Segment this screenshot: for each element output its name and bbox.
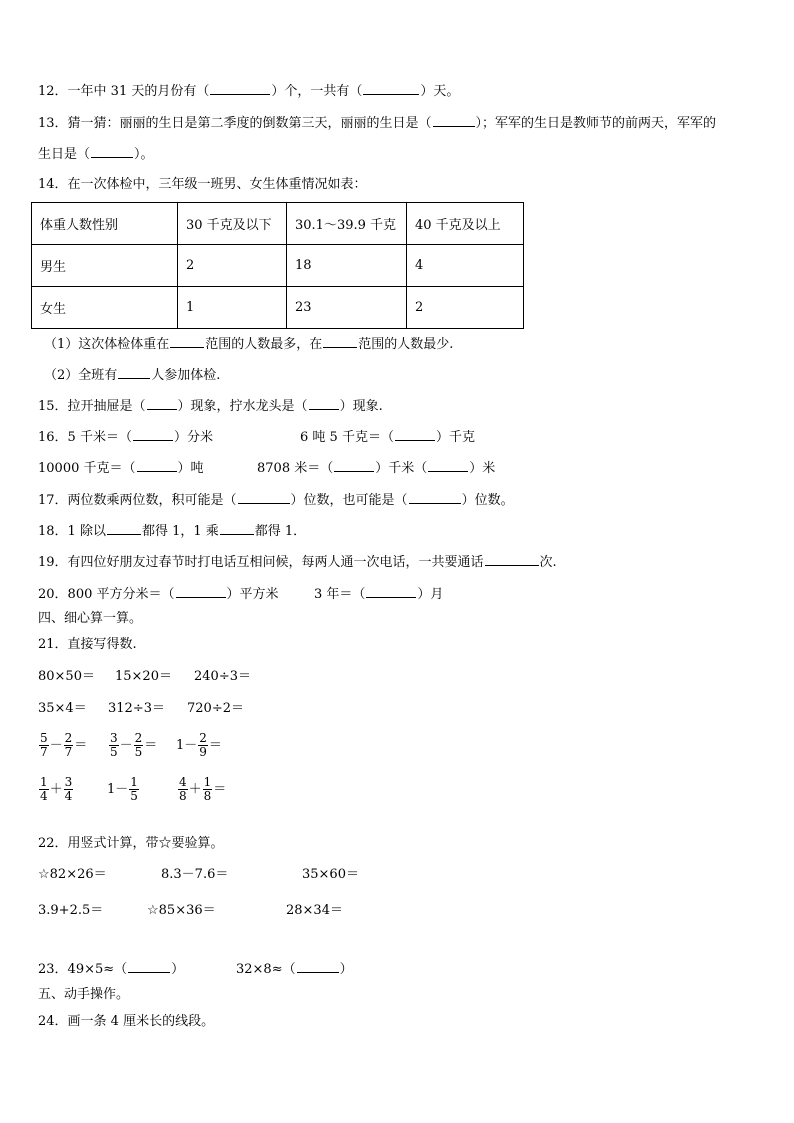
- numerator: 5: [40, 731, 48, 745]
- q13-text-d: ）。: [134, 147, 154, 162]
- operator: ＋: [49, 781, 63, 797]
- question-14-sub2: [44, 366, 220, 385]
- whole-part: 1－: [107, 781, 129, 797]
- fraction: [134, 732, 144, 759]
- fraction: [39, 776, 49, 803]
- denominator: 7: [40, 745, 48, 759]
- q12-text-a: 12．一年中 31 天的月份有（: [38, 84, 210, 99]
- q19-text-a: 19．有四位好朋友过春节时打电话互相问候，每两人通一次电话，一共要通话: [38, 555, 484, 570]
- answer-blank[interactable]: [334, 459, 374, 472]
- q13-text-a: 13．猜一猜：丽丽的生日是第二季度的倒数第三天，丽丽的生日是（: [38, 116, 432, 131]
- question-22: 22．用竖式计算，带☆要验算。: [38, 836, 224, 851]
- q14-prompt: 14．在一次体检中，三年级一班男、女生体重情况如表：: [38, 177, 367, 192]
- answer-blank[interactable]: [395, 428, 435, 441]
- operator: －: [119, 737, 133, 753]
- q14-sub2-b: 人参加体检.: [151, 368, 221, 383]
- q16-text: ）吨: [177, 461, 204, 476]
- table-cell: 1: [178, 287, 287, 329]
- question-23: [38, 960, 184, 979]
- table-header-cell: 30.1～39.9 千克: [287, 203, 407, 245]
- q15-text-a: 15．拉开抽屉是（: [38, 399, 146, 414]
- question-15: [38, 397, 383, 416]
- q23-text-b: ）: [171, 962, 185, 977]
- fraction-expression: [38, 776, 74, 803]
- question-19: [38, 553, 557, 572]
- calc-item: 80×50＝: [38, 669, 95, 684]
- table-cell: 2: [178, 245, 287, 287]
- calc-item: ☆85×36＝: [147, 903, 216, 918]
- q23-text-d: ）: [339, 962, 353, 977]
- answer-blank[interactable]: [176, 585, 226, 598]
- question-20-part2: [314, 585, 443, 604]
- question-13-cont: [38, 145, 154, 164]
- q17-text-c: ）位数。: [461, 493, 514, 508]
- question-18: [38, 522, 306, 541]
- denominator: 4: [40, 789, 48, 803]
- answer-blank[interactable]: [428, 459, 468, 472]
- whole-part: 1－: [176, 737, 198, 753]
- fraction: [64, 732, 74, 759]
- calc-item: 35×4＝: [38, 701, 87, 716]
- answer-blank[interactable]: [137, 459, 177, 472]
- question-24: 24．画一条 4 厘米长的线段。: [38, 1014, 215, 1029]
- q16-text: 10000 千克＝（: [38, 461, 136, 476]
- fraction-expression: [177, 776, 226, 803]
- denominator: 7: [64, 745, 73, 759]
- q17-text-b: ）位数，也可能是（: [290, 493, 408, 508]
- table-row: [32, 245, 524, 287]
- numerator: 2: [64, 731, 73, 745]
- answer-blank[interactable]: [485, 553, 539, 566]
- q16-text: ）米: [469, 461, 496, 476]
- fraction: [198, 732, 208, 759]
- calc-item: 8.3－7.6＝: [161, 867, 229, 882]
- section-heading-5: 五、动手操作。: [38, 987, 130, 1002]
- q20-text: 20．800 平方分米＝（: [38, 587, 175, 602]
- question-14-sub1: [44, 335, 453, 354]
- table-cell: 男生: [32, 245, 178, 287]
- fraction: [129, 776, 139, 803]
- question-16-line2: [38, 459, 204, 478]
- fraction: [39, 732, 49, 759]
- numerator: 1: [40, 775, 48, 789]
- equals: ＝: [74, 737, 88, 753]
- q15-text-b: ）现象，拧水龙头是（: [177, 399, 308, 414]
- q13-text-b: ）；军军的生日是教师节的前两天，军军的: [475, 116, 717, 131]
- table-cell: 女生: [32, 287, 178, 329]
- numerator: 4: [179, 775, 187, 789]
- fraction-expression: [38, 732, 87, 759]
- q14-sub1-a: （1）这次体检体重在: [44, 337, 170, 352]
- q14-sub1-c: 范围的人数最少.: [358, 337, 454, 352]
- answer-blank[interactable]: [91, 145, 133, 158]
- q16-text: ）千米（: [375, 461, 428, 476]
- answer-blank[interactable]: [210, 82, 270, 95]
- q16-text: 8708 米＝（: [257, 461, 334, 476]
- calc-item: 28×34＝: [286, 903, 343, 918]
- numerator: 1: [203, 775, 212, 789]
- equals: ＝: [213, 781, 227, 797]
- answer-blank[interactable]: [366, 585, 416, 598]
- question-20: [38, 585, 279, 604]
- denominator: 5: [134, 745, 143, 759]
- answer-blank[interactable]: [363, 82, 419, 95]
- section-heading-4: 四、细心算一算。: [38, 611, 143, 626]
- denominator: 5: [130, 789, 138, 803]
- answer-blank[interactable]: [220, 522, 254, 535]
- question-21: 21．直接写得数.: [38, 637, 137, 652]
- calc-item: 15×20＝: [115, 669, 172, 684]
- answer-blank[interactable]: [170, 335, 204, 348]
- denominator: 8: [179, 789, 187, 803]
- q20-text: ）月: [417, 587, 444, 602]
- calc-item: ☆82×26＝: [38, 867, 107, 882]
- q12-text-c: ）天。: [420, 84, 460, 99]
- question-12: [38, 82, 459, 101]
- answer-blank[interactable]: [309, 397, 339, 410]
- q12-text-b: ）个，一共有（: [271, 84, 363, 99]
- fraction: [64, 776, 74, 803]
- q14-sub1-b: 范围的人数最多，在: [205, 337, 323, 352]
- table-header-row: [32, 203, 524, 245]
- q15-text-c: ）现象.: [339, 399, 383, 414]
- table-header-cell: 40 千克及以上: [407, 203, 524, 245]
- answer-blank[interactable]: [118, 366, 150, 379]
- question-14: [38, 176, 367, 194]
- operator: －: [49, 737, 63, 753]
- q23-text-c: 32×8≈（: [236, 962, 296, 977]
- table-cell: 4: [407, 245, 524, 287]
- fraction-expression: [108, 732, 157, 759]
- numerator: 2: [199, 731, 207, 745]
- denominator: 4: [64, 789, 73, 803]
- fraction-expression: [107, 776, 140, 803]
- question-16-line1: [38, 428, 213, 447]
- q18-text-a: 18．1 除以: [38, 524, 106, 539]
- operator: ＋: [188, 781, 202, 797]
- q16-text: 6 吨 5 千克＝（: [300, 430, 394, 445]
- question-23-part2: [236, 960, 353, 979]
- question-16-part4: [257, 459, 495, 478]
- calc-item: 720÷2＝: [187, 701, 244, 716]
- equals: ＝: [208, 737, 222, 753]
- table-row: [32, 287, 524, 329]
- weight-table: [31, 202, 524, 329]
- equals: ＝: [144, 737, 158, 753]
- calc-item: 3.9+2.5＝: [38, 903, 104, 918]
- fraction: [203, 776, 213, 803]
- denominator: 5: [110, 745, 118, 759]
- calc-item: 240÷3＝: [194, 669, 251, 684]
- q16-text: ）分米: [173, 430, 213, 445]
- answer-blank[interactable]: [409, 491, 461, 504]
- answer-blank[interactable]: [297, 960, 339, 973]
- table-header-cell: 30 千克及以下: [178, 203, 287, 245]
- answer-blank[interactable]: [238, 491, 290, 504]
- numerator: 3: [110, 731, 118, 745]
- q13-text-c: 生日是（: [38, 147, 91, 162]
- table-header-cell: 体重人数性别: [32, 203, 178, 245]
- answer-blank[interactable]: [133, 428, 173, 441]
- denominator: 9: [199, 745, 207, 759]
- question-13: [38, 114, 716, 133]
- fraction-expression: [176, 732, 222, 759]
- q16-text: ）千克: [435, 430, 475, 445]
- numerator: 2: [134, 731, 143, 745]
- table-cell: 18: [287, 245, 407, 287]
- answer-blank[interactable]: [107, 522, 141, 535]
- question-16-part2: [300, 428, 475, 447]
- numerator: 1: [130, 775, 138, 789]
- calc-item: 312÷3＝: [108, 701, 165, 716]
- table-cell: 2: [407, 287, 524, 329]
- q23-text-a: 23．49×5≈（: [38, 962, 128, 977]
- q16-text: 16．5 千米＝（: [38, 430, 132, 445]
- q20-text: 3 年＝（: [314, 587, 366, 602]
- answer-blank[interactable]: [323, 335, 357, 348]
- question-17: [38, 491, 514, 510]
- answer-blank[interactable]: [147, 397, 177, 410]
- fraction: [178, 776, 188, 803]
- denominator: 8: [203, 789, 212, 803]
- answer-blank[interactable]: [128, 960, 170, 973]
- fraction: [109, 732, 119, 759]
- q14-sub2-a: （2）全班有: [44, 368, 118, 383]
- q18-text-c: 都得 1．: [254, 524, 307, 539]
- numerator: 3: [64, 775, 73, 789]
- q17-text-a: 17．两位数乘两位数，积可能是（: [38, 493, 237, 508]
- q19-text-b: 次.: [539, 555, 557, 570]
- table-cell: 23: [287, 287, 407, 329]
- answer-blank[interactable]: [433, 114, 475, 127]
- q18-text-b: 都得 1，1 乘: [141, 524, 219, 539]
- calc-item: 35×60＝: [302, 867, 359, 882]
- q20-text: ）平方米: [226, 587, 279, 602]
